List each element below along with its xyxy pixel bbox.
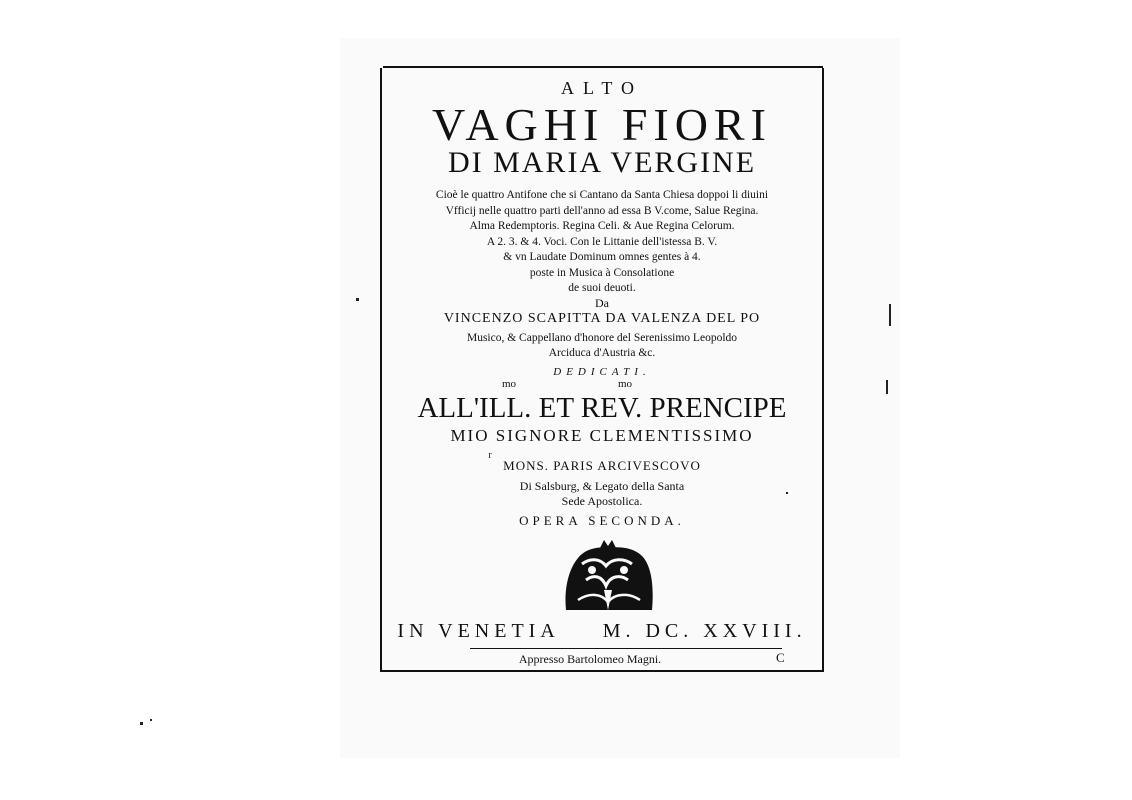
description-line: A 2. 3. & 4. Voci. Con le Littanie dell'istessa B. V.: [486, 235, 718, 248]
description-block: [380, 188, 824, 297]
printer-name: Appresso Bartolomeo Magni.: [518, 652, 662, 666]
author-office-line: Arciduca d'Austria &c.: [548, 347, 656, 359]
see-line: Sede Apostolica.: [561, 494, 643, 508]
ink-speck: [150, 719, 152, 721]
voice-part-label: ALTO: [560, 78, 643, 98]
dedicatee-line2: MIO SIGNORE CLEMENTISSIMO: [450, 426, 754, 445]
see-line: Di Salsburg, & Legato della Santa: [519, 479, 685, 493]
author-office: [380, 331, 824, 361]
opus-number: OPERA SECONDA.: [519, 513, 685, 528]
dedication-label: DEDICATI.: [553, 366, 651, 378]
dedicatee-see: [380, 479, 824, 509]
imprint-place: IN VENETIA: [397, 620, 559, 642]
main-title: VAGHI FIORI: [432, 99, 772, 150]
dedicatee-name: MONS. PARIS ARCIVESCOVO: [503, 458, 701, 473]
description-line: poste in Musica à Consolatione: [529, 266, 675, 279]
description-line: Vfficij nelle quattro parti dell'anno ad essa B V.come, Salue Regina.: [445, 204, 759, 217]
superscript-mo: mo: [502, 378, 517, 390]
ink-speck: [886, 380, 888, 394]
description-line: Alma Redemptoris. Regina Celi. & Aue Regina Celorum.: [469, 220, 735, 232]
author-office-line: Musico, & Cappellano d'honore del Serenissimo Leopoldo: [466, 332, 738, 344]
imprint-year: M. DC. XXVIII.: [602, 620, 807, 642]
main-title-line2: DI MARIA VERGINE: [447, 146, 757, 179]
ink-speck: [140, 722, 143, 725]
description-line: Cioè le quattro Antifone che si Cantano da Santa Chiesa doppoi li diuini: [435, 189, 769, 201]
printer-emblem-icon: [556, 540, 662, 614]
by-label: Da: [595, 296, 609, 310]
author-name: VINCENZO SCAPITTA DA VALENZA DEL PO: [443, 311, 761, 326]
description-line: & vn Laudate Dominum omnes gentes à 4.: [503, 251, 701, 263]
ink-speck: [356, 298, 359, 301]
ink-speck: [889, 304, 891, 326]
superscript-r: r: [488, 450, 492, 461]
superscript-mo: mo: [618, 378, 633, 390]
imprint-rule: [470, 648, 782, 649]
ink-speck: [786, 492, 788, 494]
imprint-line: [380, 620, 824, 643]
signature-mark: C: [776, 650, 785, 665]
dedicatee-title: ALL'ILL. ET REV. PRENCIPE: [417, 392, 787, 424]
description-line: de suoi deuoti.: [568, 282, 636, 294]
